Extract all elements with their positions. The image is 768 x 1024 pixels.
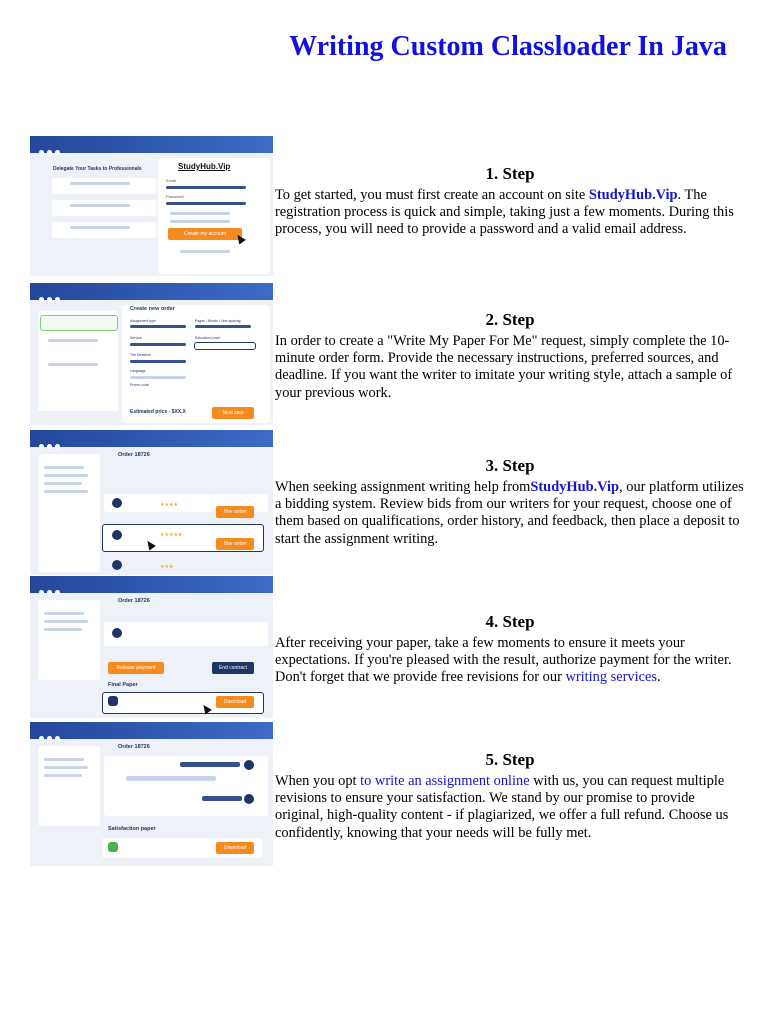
signup-form — [158, 158, 270, 274]
feature-card — [52, 200, 156, 216]
step-heading: 4. Step — [485, 612, 535, 631]
rating-stars: ★★★★ — [160, 502, 178, 508]
order-number: Order 18726 — [118, 452, 150, 458]
page-title: Writing Custom Classloader In Java — [289, 31, 727, 62]
studyhub-link[interactable]: StudyHub.Vip — [530, 479, 620, 495]
step-heading: 5. Step — [485, 750, 535, 769]
step-text: To get started, you must first create an account on site StudyHub.Vip. The registration process is quick and simple, taking just a few moments. During this process, you will need to provide a password and a valid email address. — [275, 187, 734, 238]
studyhub-link[interactable]: StudyHub.Vip — [588, 187, 678, 203]
estimated-price: Estimated price - $XX.X — [130, 409, 186, 415]
window-dots-icon — [39, 728, 63, 746]
step-heading: 1. Step — [485, 164, 535, 183]
hire-writer-button[interactable]: Hire writer — [216, 506, 254, 518]
step-text: In order to create a "Write My Paper For Me" request, simply complete the 10-minute order form. Provide the necessary instructions, preferred sources, and deadline. If you want the writer to imitate your writing style, attach a sample of your previous work. — [275, 333, 733, 401]
rating-stars: ★★★★★ — [160, 532, 183, 538]
pages-field[interactable] — [195, 325, 251, 328]
window-dots-icon — [39, 582, 63, 600]
step-4-screenshot — [30, 576, 273, 718]
education-field[interactable] — [194, 342, 256, 350]
avatar — [244, 794, 254, 804]
step-2-screenshot: Create new order Assignment type Pages / Words / Line spacing Service Education Level The Deadline Language Promo code Estimated price - $XX.X Next step — [30, 283, 273, 425]
avatar — [112, 628, 122, 638]
step-3 — [275, 456, 745, 548]
step-3-screenshot — [30, 430, 273, 575]
studyhub-logo: StudyHub.Vip — [178, 162, 231, 171]
step-2 — [275, 310, 745, 402]
form-heading: Create new order — [130, 306, 175, 312]
feature-card — [52, 222, 156, 238]
step-4 — [275, 612, 745, 687]
end-contract-button[interactable]: End contract — [212, 662, 254, 674]
final-paper-label: Final Paper — [108, 682, 138, 688]
step-heading: 2. Step — [485, 310, 535, 329]
browser-bar — [30, 576, 273, 593]
avatar — [112, 498, 122, 508]
window-dots-icon — [39, 436, 63, 454]
left-heading: Delegate Your Tasks to Professionals — [53, 166, 142, 172]
chat-bubble — [126, 776, 216, 781]
release-payment-button[interactable]: Release payment — [108, 662, 164, 674]
password-label: Password — [166, 194, 184, 199]
step-heading: 3. Step — [485, 456, 535, 475]
avatar — [112, 560, 122, 570]
next-step-button[interactable]: Next step — [212, 407, 254, 419]
writer-card — [104, 622, 268, 646]
file-icon — [108, 842, 118, 852]
browser-bar — [30, 283, 273, 300]
step-5-screenshot — [30, 722, 273, 866]
window-dots-icon — [39, 289, 63, 307]
email-field[interactable] — [166, 186, 246, 189]
browser-bar — [30, 722, 273, 739]
word-doc-icon — [108, 696, 118, 706]
step-text: When you opt to write an assignment online with us, you can request multiple revisions to ensure your satisfaction. We stand by our promise to provide original, high-quality content - if plagiarized, we offer a full refund. Choose us confidently, knowing that your needs will be fully met. — [275, 773, 729, 841]
browser-bar — [30, 430, 273, 447]
language-field[interactable] — [130, 376, 186, 379]
window-dots-icon — [39, 142, 63, 160]
writing-services-link[interactable]: writing services — [565, 669, 657, 686]
step-text: After receiving your paper, take a few moments to ensure it meets your expectations. If you're pleased with the result, authorize payment for the writer. Don't forget that we provide free revisions for our writing services. — [275, 635, 732, 686]
download-button[interactable]: Download — [216, 842, 254, 854]
order-number: Order 18726 — [118, 598, 150, 604]
assignment-type-field[interactable] — [130, 325, 186, 328]
avatar — [244, 760, 254, 770]
service-field[interactable] — [130, 343, 186, 346]
password-field[interactable] — [166, 202, 246, 205]
download-button[interactable]: Download — [216, 696, 254, 708]
chat-bubble — [202, 796, 242, 801]
rating-stars: ★★★ — [160, 564, 174, 570]
feature-card — [52, 178, 156, 194]
hire-writer-button[interactable]: Hire writer — [216, 538, 254, 550]
sidebar — [38, 454, 100, 572]
deadline-field[interactable] — [130, 360, 186, 363]
browser-bar — [30, 136, 273, 153]
step-5 — [275, 750, 745, 842]
step-1-screenshot — [30, 136, 273, 276]
write-assignment-link[interactable]: to write an assignment online — [360, 773, 530, 789]
step-1 — [275, 164, 745, 239]
create-account-button[interactable]: Create my account — [168, 228, 242, 240]
chat-bubble — [180, 762, 240, 767]
step-text: When seeking assignment writing help fromStudyHub.Vip, our platform utilizes a bidding system. Review bids from our writers for your request, choose one of them based on qualifications, order history, and feedback, then place a deposit to start the assignment writing. — [275, 479, 744, 547]
email-label: Email — [166, 178, 177, 183]
order-number: Order 18726 — [118, 744, 150, 750]
satisfaction-paper-label: Satisfaction paper — [108, 826, 156, 832]
avatar — [112, 530, 122, 540]
